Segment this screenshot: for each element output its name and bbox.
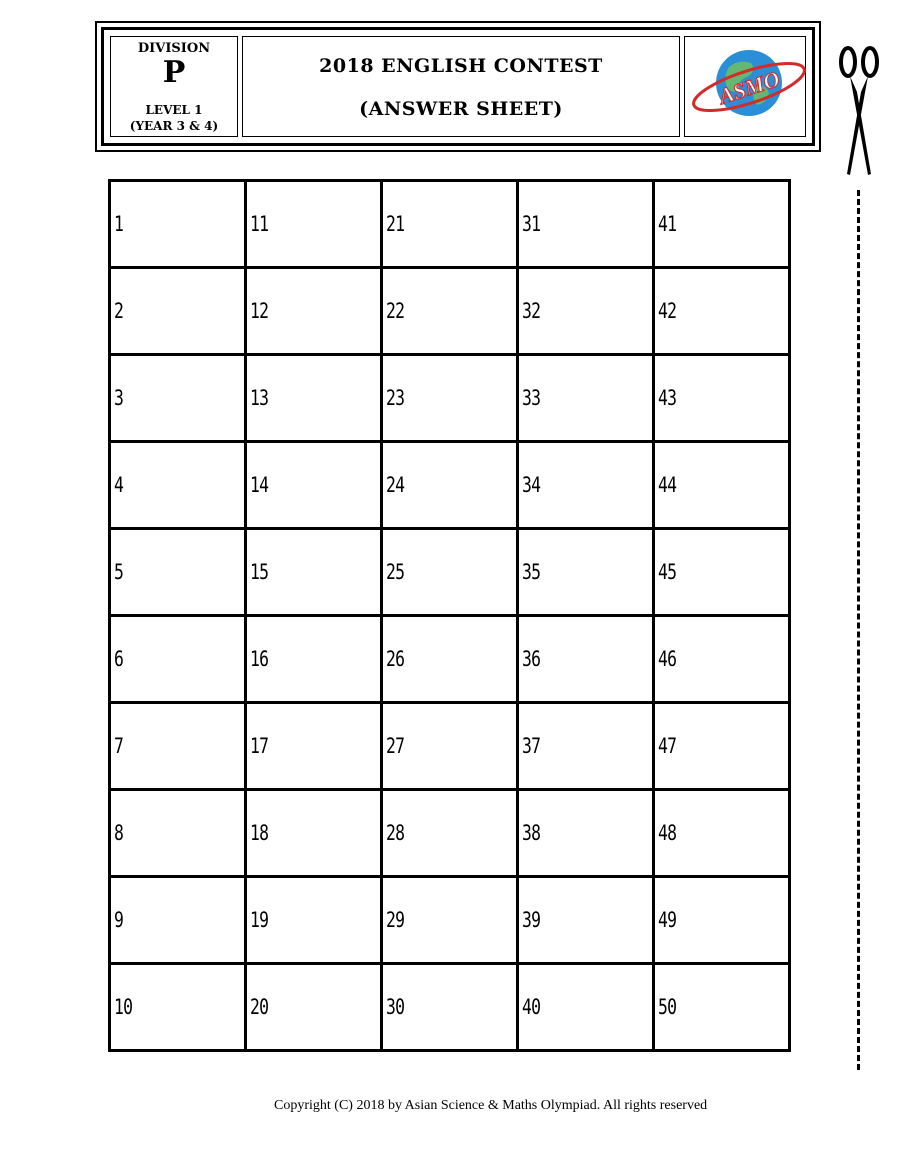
answer-cell[interactable] xyxy=(382,616,518,703)
answer-cell[interactable] xyxy=(518,355,654,442)
answer-cell[interactable] xyxy=(518,877,654,964)
answer-cell[interactable] xyxy=(654,529,790,616)
answer-cell[interactable] xyxy=(382,355,518,442)
question-number: 17 xyxy=(250,734,269,758)
question-number: 43 xyxy=(658,386,677,410)
question-number: 13 xyxy=(250,386,269,410)
logo-text: ASMO xyxy=(715,65,783,109)
question-number: 35 xyxy=(522,560,541,584)
question-number: 22 xyxy=(386,299,405,323)
question-number: 2 xyxy=(114,299,124,323)
question-number: 36 xyxy=(522,647,541,671)
answer-cell[interactable] xyxy=(246,964,382,1051)
answer-cell[interactable] xyxy=(382,442,518,529)
cut-line xyxy=(857,190,860,1070)
answer-cell[interactable] xyxy=(382,268,518,355)
question-number: 20 xyxy=(250,995,269,1019)
question-number: 11 xyxy=(250,212,269,236)
question-number: 44 xyxy=(658,473,677,497)
question-number: 7 xyxy=(114,734,124,758)
question-number: 40 xyxy=(522,995,541,1019)
question-number: 16 xyxy=(250,647,269,671)
answer-cell[interactable] xyxy=(110,529,246,616)
question-number: 27 xyxy=(386,734,405,758)
question-number: 29 xyxy=(386,908,405,932)
answer-cell[interactable] xyxy=(518,616,654,703)
answer-cell[interactable] xyxy=(110,703,246,790)
answer-cell[interactable] xyxy=(246,181,382,268)
grid-row xyxy=(110,529,790,616)
question-number: 46 xyxy=(658,647,677,671)
question-number: 19 xyxy=(250,908,269,932)
answer-cell[interactable] xyxy=(518,268,654,355)
answer-cell[interactable] xyxy=(246,355,382,442)
grid-row xyxy=(110,964,790,1051)
answer-grid xyxy=(108,179,791,1052)
question-number: 3 xyxy=(114,386,124,410)
grid-row xyxy=(110,616,790,703)
asmo-logo xyxy=(685,37,813,140)
level-label: LEVEL 1 xyxy=(145,103,203,117)
answer-cell[interactable] xyxy=(654,442,790,529)
question-number: 45 xyxy=(658,560,677,584)
answer-cell[interactable] xyxy=(654,181,790,268)
answer-cell[interactable] xyxy=(654,268,790,355)
question-number: 14 xyxy=(250,473,269,497)
question-number: 21 xyxy=(386,212,405,236)
question-number: 50 xyxy=(658,995,677,1019)
question-number: 24 xyxy=(386,473,405,497)
question-number: 39 xyxy=(522,908,541,932)
answer-cell[interactable] xyxy=(382,181,518,268)
question-number: 25 xyxy=(386,560,405,584)
question-number: 48 xyxy=(658,821,677,845)
answer-cell[interactable] xyxy=(110,442,246,529)
answer-cell[interactable] xyxy=(382,703,518,790)
question-number: 12 xyxy=(250,299,269,323)
question-number: 6 xyxy=(114,647,124,671)
question-number: 9 xyxy=(114,908,124,932)
question-number: 41 xyxy=(658,212,677,236)
grid-row xyxy=(110,790,790,877)
answer-cell[interactable] xyxy=(518,790,654,877)
question-number: 23 xyxy=(386,386,405,410)
question-number: 33 xyxy=(522,386,541,410)
answer-cell[interactable] xyxy=(246,529,382,616)
question-number: 30 xyxy=(386,995,405,1019)
question-number: 47 xyxy=(658,734,677,758)
question-number: 49 xyxy=(658,908,677,932)
grid-row xyxy=(110,355,790,442)
grid-row xyxy=(110,268,790,355)
question-number: 34 xyxy=(522,473,541,497)
answer-sheet-title: (ANSWER SHEET) xyxy=(359,98,563,120)
answer-cell[interactable] xyxy=(518,181,654,268)
grid-row xyxy=(110,877,790,964)
question-number: 8 xyxy=(114,821,124,845)
answer-cell[interactable] xyxy=(382,877,518,964)
scissors-icon xyxy=(838,40,880,180)
division-label: DIVISION xyxy=(137,41,211,56)
grid-row xyxy=(110,703,790,790)
answer-cell[interactable] xyxy=(518,529,654,616)
title-box xyxy=(242,36,680,137)
answer-cell[interactable] xyxy=(654,703,790,790)
answer-cell[interactable] xyxy=(654,616,790,703)
answer-cell[interactable] xyxy=(246,703,382,790)
division-letter: P xyxy=(162,55,186,90)
answer-cell[interactable] xyxy=(382,529,518,616)
answer-cell[interactable] xyxy=(382,964,518,1051)
answer-cell[interactable] xyxy=(110,877,246,964)
question-number: 37 xyxy=(522,734,541,758)
answer-cell[interactable] xyxy=(246,268,382,355)
question-number: 26 xyxy=(386,647,405,671)
question-number: 5 xyxy=(114,560,124,584)
contest-title: 2018 ENGLISH CONTEST xyxy=(319,55,603,77)
year-label: (YEAR 3 & 4) xyxy=(129,119,219,133)
question-number: 31 xyxy=(522,212,541,236)
answer-cell[interactable] xyxy=(110,790,246,877)
question-number: 1 xyxy=(114,212,124,236)
question-number: 15 xyxy=(250,560,269,584)
grid-row xyxy=(110,181,790,268)
answer-cell[interactable] xyxy=(246,877,382,964)
copyright-notice: Copyright (C) 2018 by Asian Science & Maths Olympiad. All rights reserved xyxy=(274,1098,708,1113)
answer-cell[interactable] xyxy=(246,790,382,877)
answer-cell[interactable] xyxy=(654,964,790,1051)
logo-box xyxy=(684,36,806,137)
question-number: 38 xyxy=(522,821,541,845)
question-number: 32 xyxy=(522,299,541,323)
question-number: 28 xyxy=(386,821,405,845)
answer-cell[interactable] xyxy=(110,616,246,703)
question-number: 10 xyxy=(114,995,133,1019)
answer-cell[interactable] xyxy=(110,355,246,442)
answer-cell[interactable] xyxy=(246,442,382,529)
question-number: 18 xyxy=(250,821,269,845)
answer-cell[interactable] xyxy=(246,616,382,703)
answer-cell[interactable] xyxy=(654,355,790,442)
header-inner-frame xyxy=(101,27,815,146)
header-frame xyxy=(95,21,821,152)
question-number: 4 xyxy=(114,473,124,497)
division-box xyxy=(110,36,238,137)
answer-cell[interactable] xyxy=(382,790,518,877)
answer-cell[interactable] xyxy=(654,790,790,877)
answer-cell[interactable] xyxy=(110,964,246,1051)
answer-cell[interactable] xyxy=(110,268,246,355)
answer-cell[interactable] xyxy=(518,442,654,529)
answer-cell[interactable] xyxy=(654,877,790,964)
answer-cell[interactable] xyxy=(110,181,246,268)
grid-row xyxy=(110,442,790,529)
answer-cell[interactable] xyxy=(518,964,654,1051)
answer-cell[interactable] xyxy=(518,703,654,790)
question-number: 42 xyxy=(658,299,677,323)
